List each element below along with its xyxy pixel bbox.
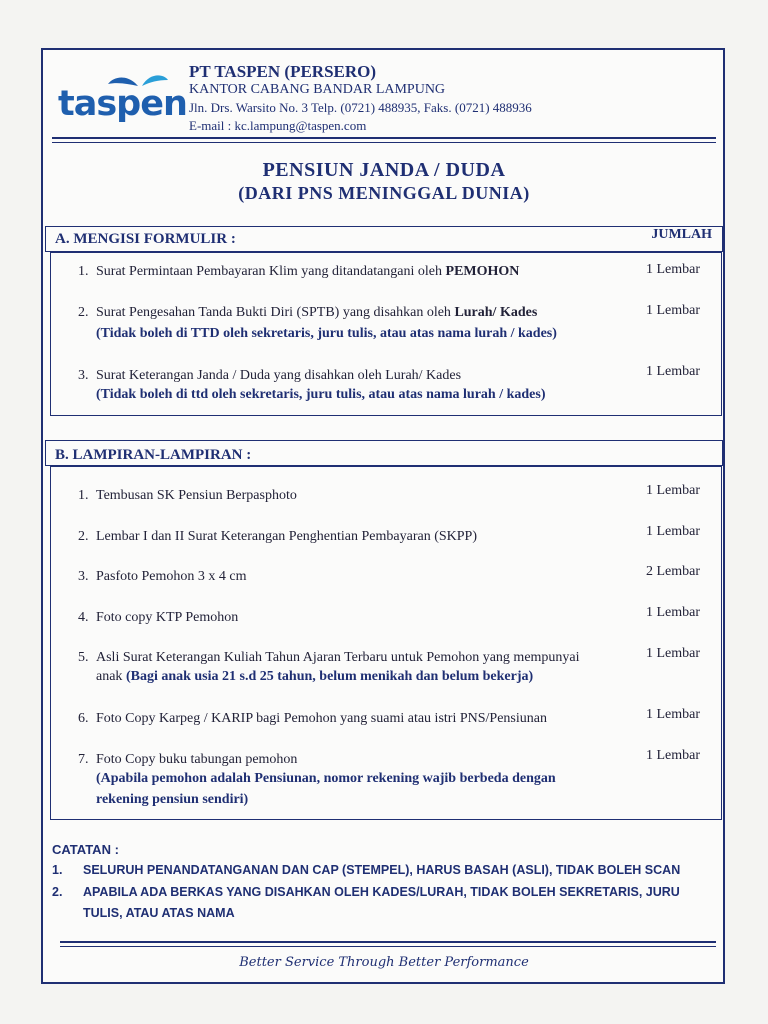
notes-item: 2. APABILA ADA BERKAS YANG DISAHKAN OLEH KADES/LURAH, TIDAK BOLEH SEKRETARIS, JURU TULIS, ATAU ATAS NAMA (52, 885, 680, 920)
company-email: E-mail : kc.lampung@taspen.com (189, 118, 367, 133)
header-divider (52, 137, 716, 139)
list-item-continuation: anak (Bagi anak usia 21 s.d 25 tahun, belum menikah dan belum bekerja) (96, 669, 534, 684)
item-quantity: 1 Lembar (646, 483, 701, 498)
item-note: (Tidak boleh di ttd oleh sekretaris, juru tulis, atau atas nama lurah / kades) (96, 387, 546, 402)
item-note: (Apabila pemohon adalah Pensiunan, nomor rekening wajib berbeda dengan (96, 771, 556, 786)
list-item: 2. Surat Pengesahan Tanda Bukti Diri (SPTB) yang disahkan oleh Lurah/ Kades (78, 305, 538, 320)
item-note: rekening pensiun sendiri) (96, 792, 249, 807)
item-quantity: 1 Lembar (646, 364, 701, 379)
jumlah-heading: JUMLAH (651, 227, 712, 242)
item-quantity: 2 Lembar (646, 564, 701, 579)
item-quantity: 1 Lembar (646, 303, 701, 318)
company-name: PT TASPEN (PERSERO) (189, 62, 377, 81)
notes-title: CATATAN : (52, 842, 119, 857)
item-quantity: 1 Lembar (646, 262, 701, 277)
item-quantity: 1 Lembar (646, 524, 701, 539)
taspen-logo (58, 72, 187, 132)
footer-tagline: Better Service Through Better Performance (239, 955, 529, 970)
section-a-heading: A. MENGISI FORMULIR : (55, 231, 236, 247)
page-subtitle: (DARI PNS MENINGGAL DUNIA) (238, 183, 530, 203)
item-quantity: 1 Lembar (646, 748, 701, 763)
page-title: PENSIUN JANDA / DUDA (262, 159, 506, 181)
item-quantity: 1 Lembar (646, 646, 701, 661)
list-item: 4. Foto copy KTP Pemohon (78, 610, 239, 625)
item-quantity: 1 Lembar (646, 605, 701, 620)
section-b-heading: B. LAMPIRAN-LAMPIRAN : (55, 447, 252, 463)
item-note: (Tidak boleh di TTD oleh sekretaris, juru tulis, atau atas nama lurah / kades) (96, 326, 557, 341)
section-b-header (45, 440, 723, 466)
list-item: 3. Surat Keterangan Janda / Duda yang disahkan oleh Lurah/ Kades (78, 368, 462, 383)
list-item: 1. Surat Permintaan Pembayaran Klim yang ditandatangani oleh PEMOHON (78, 264, 520, 279)
footer-divider (60, 941, 716, 943)
branch-name: KANTOR CABANG BANDAR LAMPUNG (189, 82, 446, 97)
list-item: 5. Asli Surat Keterangan Kuliah Tahun Ajaran Terbaru untuk Pemohon yang mempunyai (78, 650, 580, 665)
logo-wordmark: taspen (58, 84, 187, 124)
item-quantity: 1 Lembar (646, 707, 701, 722)
list-item: 6. Foto Copy Karpeg / KARIP bagi Pemohon yang suami atau istri PNS/Pensiunan (78, 711, 547, 726)
footer-divider-thin (60, 946, 716, 947)
header-divider-thin (52, 142, 716, 143)
list-item: 1. Tembusan SK Pensiun Berpasphoto (78, 488, 297, 503)
notes-item: 1. SELURUH PENANDATANGANAN DAN CAP (STEMPEL), HARUS BASAH (ASLI), TIDAK BOLEH SCAN (52, 863, 681, 877)
section-a-header (45, 226, 723, 252)
list-item: 2. Lembar I dan II Surat Keterangan Penghentian Pembayaran (SKPP) (78, 529, 477, 544)
list-item: 7. Foto Copy buku tabungan pemohon (78, 752, 298, 767)
company-address: Jln. Drs. Warsito No. 3 Telp. (0721) 488935, Faks. (0721) 488936 (189, 100, 532, 115)
list-item: 3. Pasfoto Pemohon 3 x 4 cm (78, 569, 247, 584)
